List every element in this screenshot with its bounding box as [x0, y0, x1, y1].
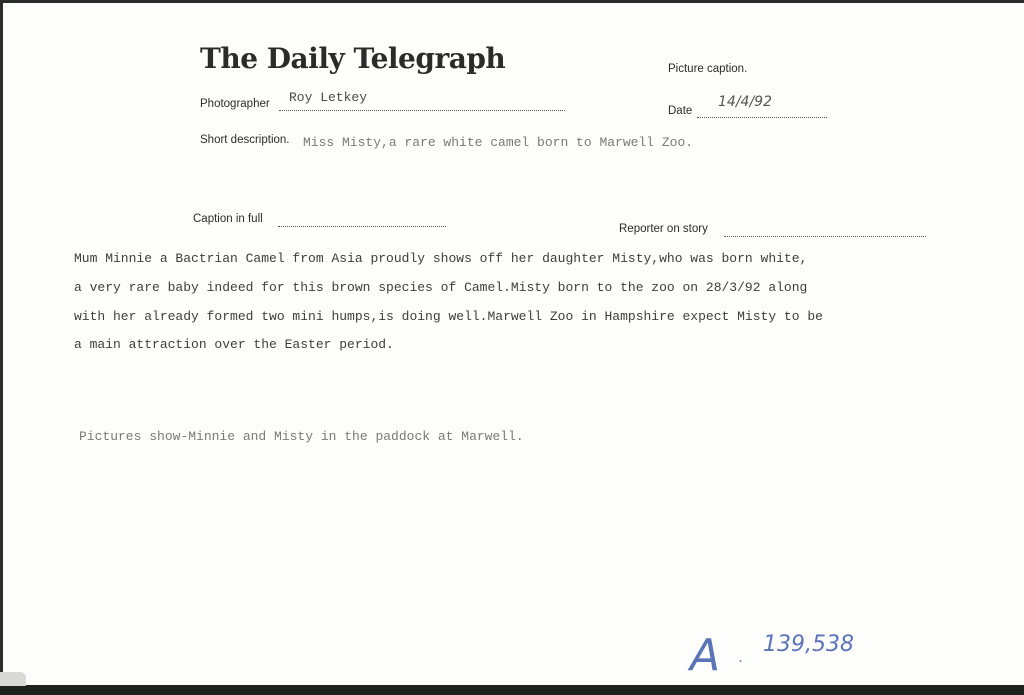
archive-letter: A — [690, 630, 721, 681]
caption-in-full-line — [278, 226, 446, 227]
masthead-title: The Daily Telegraph — [200, 42, 506, 75]
reporter-label: Reporter on story — [619, 223, 708, 235]
archive-number: 139,538 — [763, 632, 854, 657]
date-value: 14/4/92 — [718, 94, 772, 110]
scan-border-left — [0, 0, 3, 695]
paper-corner — [0, 672, 26, 686]
date-label: Date — [668, 105, 693, 117]
picture-caption-label: Picture caption. — [668, 63, 748, 75]
short-description-value: Miss Misty,a rare white camel born to Marwell Zoo. — [303, 135, 694, 150]
caption-line-1: Mum Minnie a Bactrian Camel from Asia proudly shows off her daughter Misty,who was born white, — [74, 251, 808, 266]
caption-line-3: with her already formed two mini humps,is doing well.Marwell Zoo in Hampshire expect Misty to be — [74, 309, 823, 324]
caption-in-full-label: Caption in full — [193, 213, 263, 225]
reporter-line — [724, 236, 926, 237]
date-line — [697, 117, 827, 118]
short-description-label: Short description. — [200, 134, 290, 146]
archive-dot: · — [738, 654, 743, 670]
caption-line-4: a main attraction over the Easter period. — [74, 337, 394, 352]
scan-border-top — [0, 0, 1024, 3]
photographer-value: Roy Letkey — [289, 90, 368, 105]
caption-line-2: a very rare baby indeed for this brown species of Camel.Misty born to the zoo on 28/3/92 along — [74, 280, 808, 295]
scan-border-bottom — [0, 685, 1024, 695]
photographer-label: Photographer — [200, 98, 270, 110]
pictures-note: Pictures show-Minnie and Misty in the paddock at Marwell. — [79, 429, 524, 444]
photographer-line — [279, 110, 565, 111]
